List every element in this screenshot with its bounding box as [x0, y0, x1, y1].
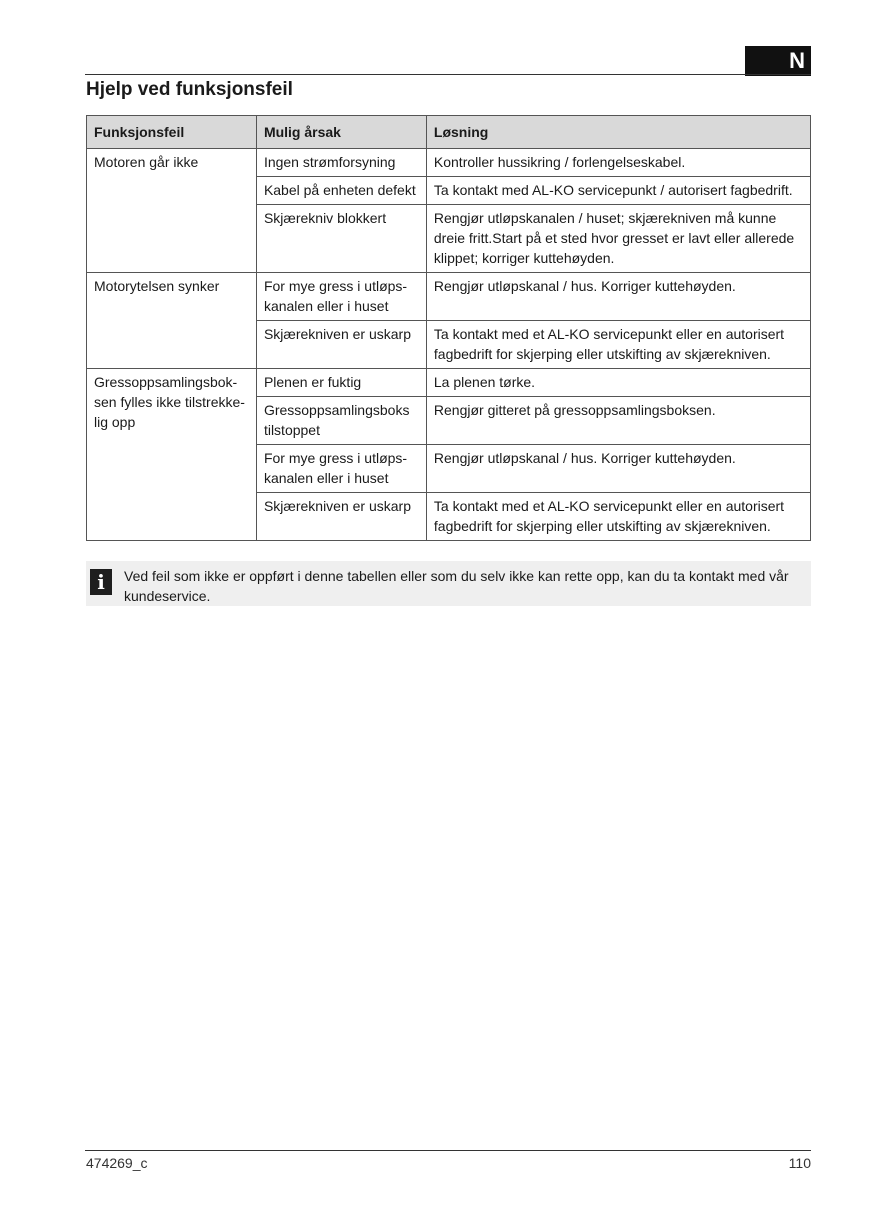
fault-cell: Motorytelsen synker: [87, 273, 257, 369]
solution-cell: Ta kontakt med et AL-KO servicepunkt eller en autorisert fagbedrift for skjerping eller utskifting av skjærekniven.: [426, 321, 810, 369]
table-row: [87, 273, 811, 321]
solution-cell: Rengjør utløpskanal / hus. Korriger kuttehøyden.: [426, 445, 810, 493]
document-id: 474269_c: [86, 1155, 148, 1171]
solution-cell: La plenen tørke.: [426, 369, 810, 397]
fault-cell: Motoren går ikke: [87, 149, 257, 273]
fault-cell: Gressoppsamlingsbok-sen fylles ikke tilstrekke-lig opp: [87, 369, 257, 541]
table-row: [87, 149, 811, 177]
header-rule: [85, 74, 811, 75]
table-header-row: [87, 116, 811, 149]
fault-table: [86, 115, 811, 541]
cause-cell: Gressoppsamlingsboks tilstoppet: [256, 397, 426, 445]
solution-cell: Kontroller hussikring / forlengelseskabel.: [426, 149, 810, 177]
info-note-text: Ved feil som ikke er oppført i denne tabellen eller som du selv ikke kan rette opp, kan du ta kontakt med vår kundeservice.: [124, 568, 789, 604]
cause-cell: Skjærekniven er uskarp: [256, 321, 426, 369]
cause-cell: Skjærekniv blokkert: [256, 205, 426, 273]
cause-cell: Kabel på enheten defekt: [256, 177, 426, 205]
solution-cell: Ta kontakt med et AL-KO servicepunkt eller en autorisert fagbedrift for skjerping eller utskifting av skjærekniven.: [426, 493, 810, 541]
footer-rule: [85, 1150, 811, 1151]
info-note: [86, 561, 811, 606]
column-header-fault: Funksjonsfeil: [87, 116, 257, 149]
language-badge: N: [745, 46, 811, 76]
cause-cell: For mye gress i utløps-kanalen eller i huset: [256, 445, 426, 493]
column-header-solution: Løsning: [426, 116, 810, 149]
table-row: [87, 369, 811, 397]
solution-cell: Ta kontakt med AL-KO servicepunkt / autorisert fagbedrift.: [426, 177, 810, 205]
cause-cell: Ingen strømforsyning: [256, 149, 426, 177]
solution-cell: Rengjør gitteret på gressoppsamlingsboksen.: [426, 397, 810, 445]
page-number: 110: [788, 1155, 811, 1171]
cause-cell: For mye gress i utløps-kanalen eller i huset: [256, 273, 426, 321]
info-icon: i: [90, 569, 112, 595]
cause-cell: Skjærekniven er uskarp: [256, 493, 426, 541]
solution-cell: Rengjør utløpskanal / hus. Korriger kuttehøyden.: [426, 273, 810, 321]
column-header-cause: Mulig årsak: [256, 116, 426, 149]
cause-cell: Plenen er fuktig: [256, 369, 426, 397]
page-title: Hjelp ved funksjonsfeil: [86, 79, 293, 100]
solution-cell: Rengjør utløpskanalen / huset; skjærekniven må kunne dreie fritt.Start på et sted hvor gresset er lavt eller allerede klippet; korriger kuttehøyden.: [426, 205, 810, 273]
